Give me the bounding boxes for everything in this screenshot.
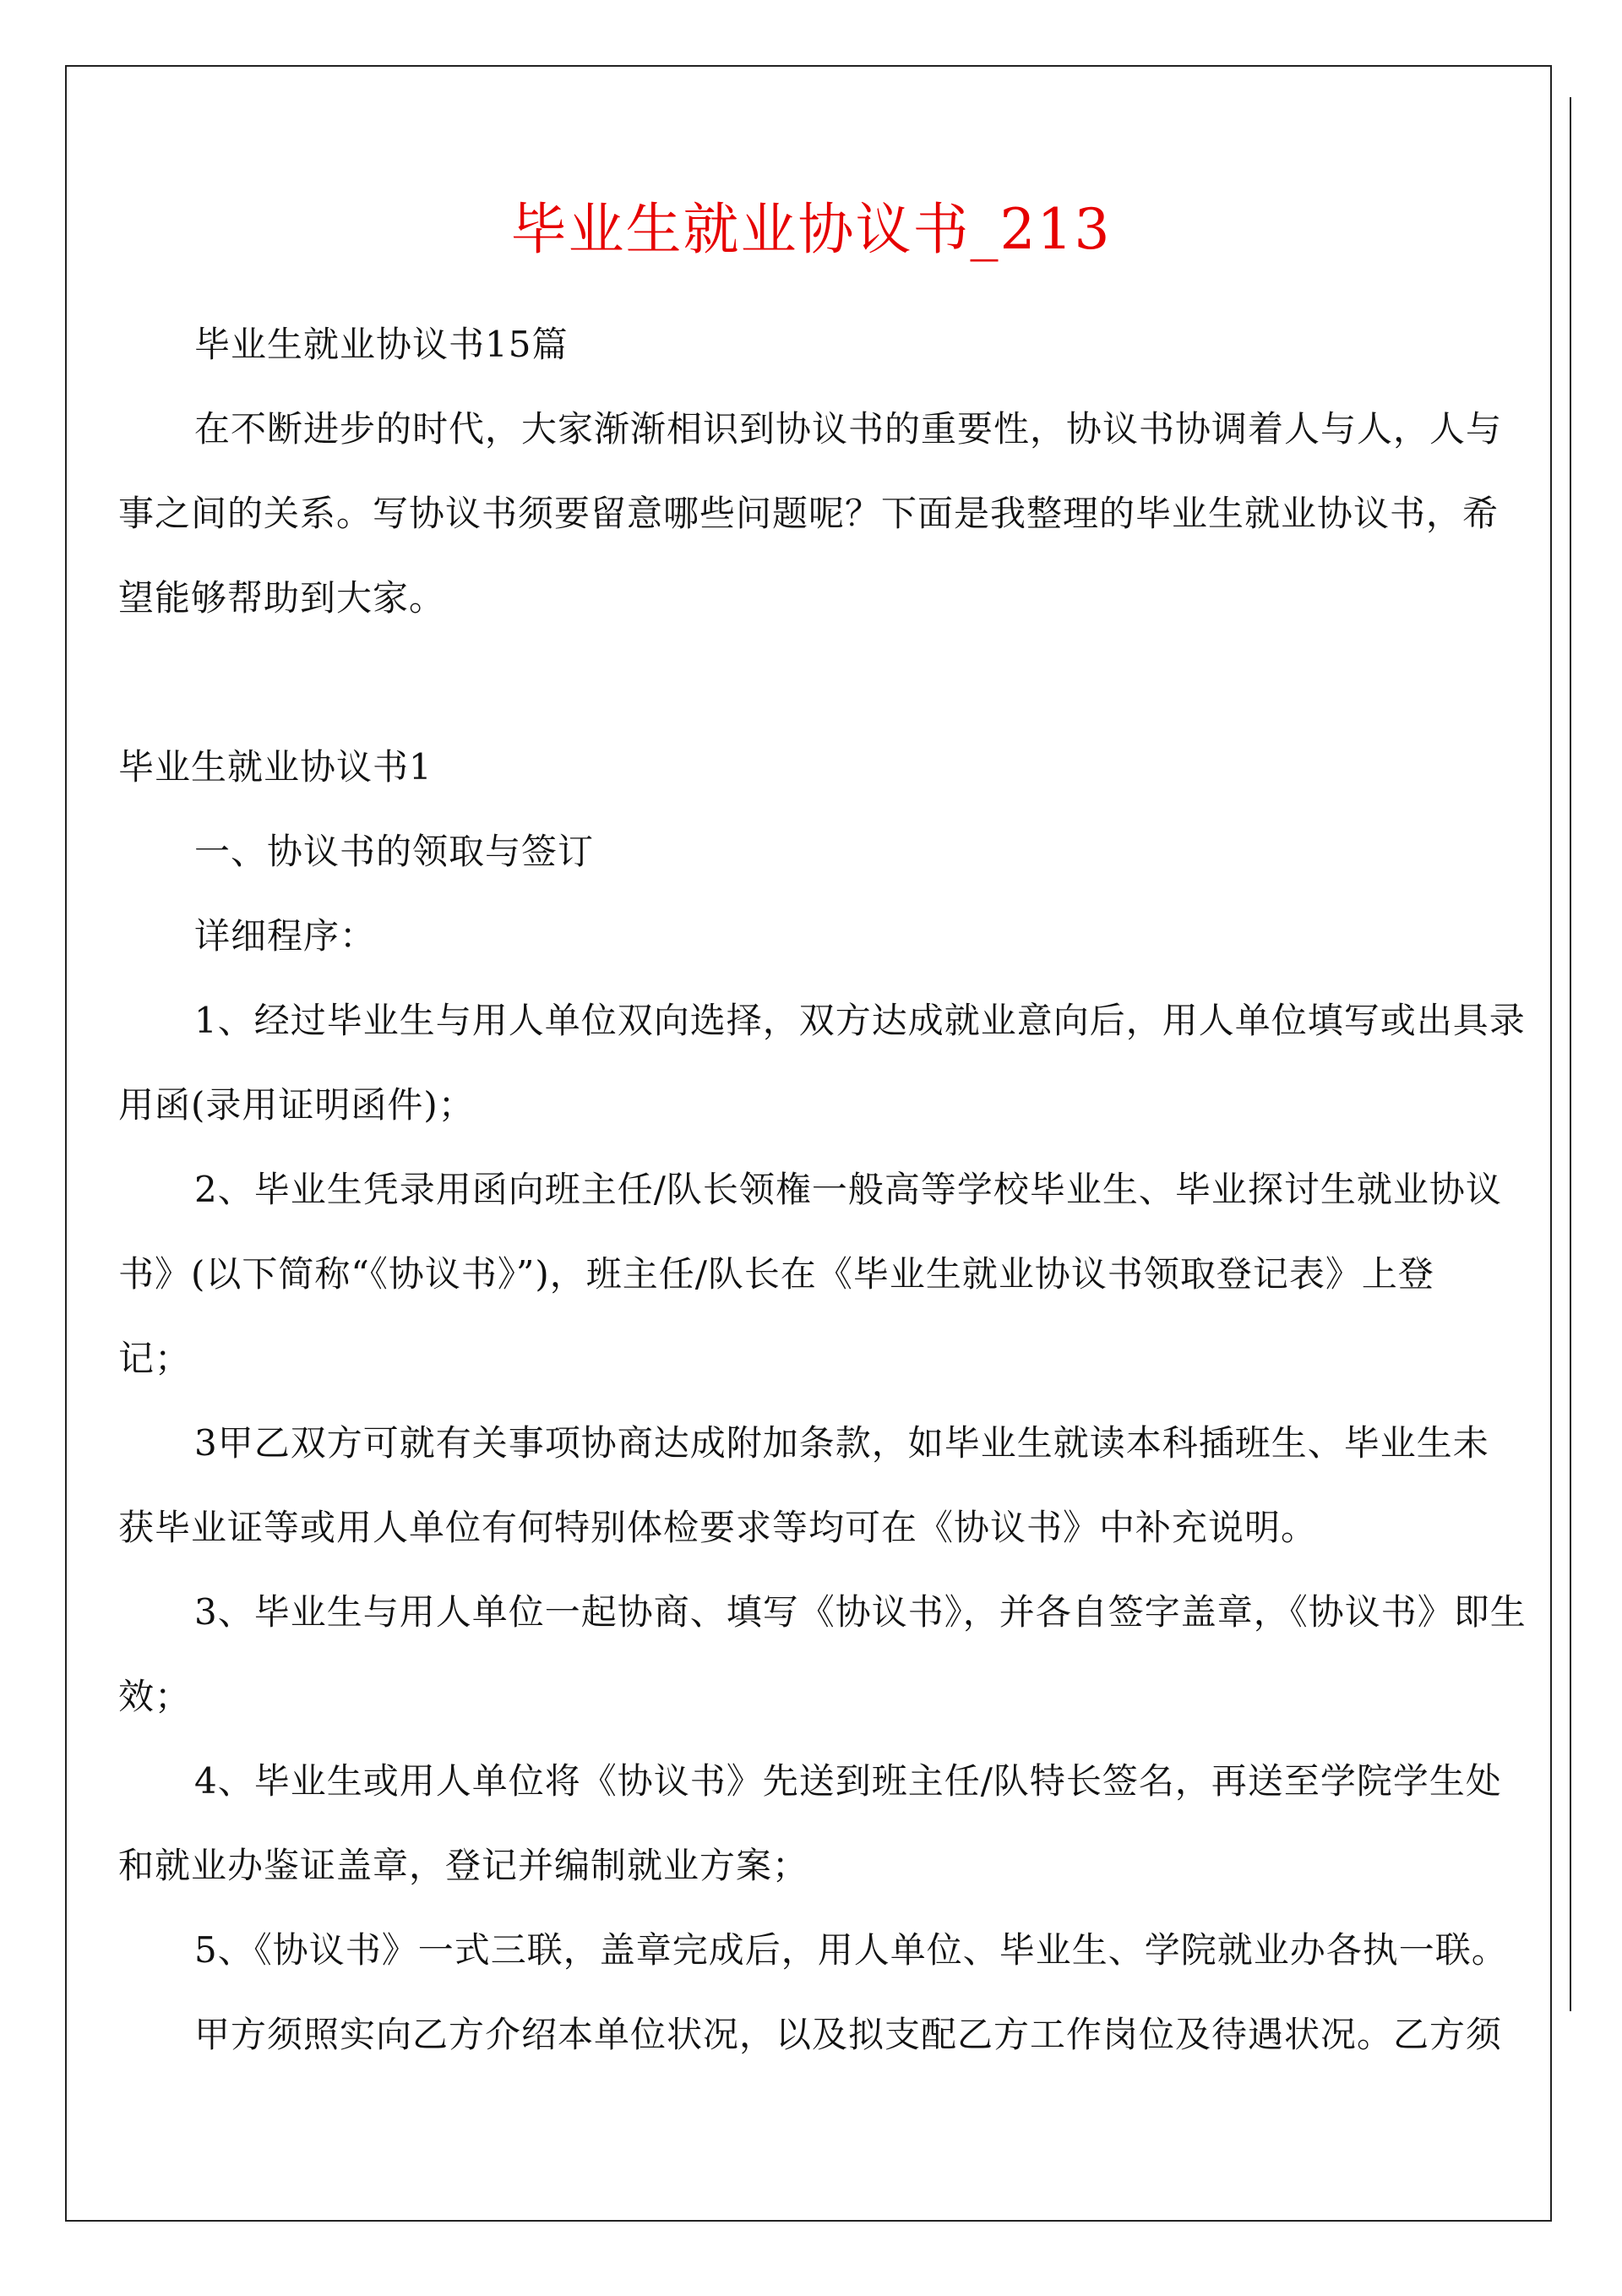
body-line: 4、毕业生或用人单位将《协议书》先送到班主任/队特长签名，再送至学院学生处	[194, 1760, 1502, 1802]
body-line: 获毕业证等或用人单位有何特别体检要求等均可在《协议书》中补充说明。	[118, 1507, 1318, 1548]
body-line: 甲方须照实向乙方介绍本单位状况，以及拟支配乙方工作岗位及待遇状况。乙方须	[194, 2014, 1503, 2055]
intro-line: 望能够帮助到大家。	[118, 577, 446, 619]
body-line: 2、毕业生凭录用函向班主任/队长领権一般高等学校毕业生、毕业探讨生就业协议	[194, 1169, 1502, 1210]
body-line: 书》(以下简称“《协议书》”)，班主任/队长在《毕业生就业协议书领取登记表》上登	[118, 1253, 1434, 1295]
subtitle: 毕业生就业协议书15篇	[194, 324, 569, 365]
intro-line: 事之间的关系。写协议书须要留意哪些问题呢？下面是我整理的毕业生就业协议书，希	[118, 493, 1500, 534]
body-line: 5、《协议书》一式三联，盖章完成后，用人单位、毕业生、学院就业办各执一联。	[194, 1929, 1508, 1971]
page-border	[65, 65, 1552, 2222]
procedure-label: 详细程序：	[194, 915, 377, 957]
body-line: 记；	[118, 1338, 192, 1379]
section-heading: 毕业生就业协议书1	[118, 746, 433, 788]
part-heading: 一、协议书的领取与签订	[194, 831, 595, 872]
intro-line: 在不断进步的时代，大家渐渐相识到协议书的重要性，协议书协调着人与人，人与	[194, 408, 1503, 450]
body-line: 和就业办鉴证盖章，登记并编制就业方案；	[118, 1845, 809, 1886]
body-line: 效；	[118, 1676, 192, 1717]
body-line: 用函(录用证明函件)；	[118, 1084, 475, 1126]
body-line: 3甲乙双方可就有关事项协商达成附加条款，如毕业生就读本科插班生、毕业生未	[194, 1422, 1489, 1464]
body-line: 1、经过毕业生与用人单位双向选择，双方达成就业意向后，用人单位填写或出具录	[194, 1000, 1526, 1041]
right-margin-rule	[1570, 97, 1571, 2011]
document-title: 毕业生就业协议书_213	[510, 197, 1112, 262]
body-line: 3、毕业生与用人单位一起协商、填写《协议书》，并各自签字盖章，《协议书》即生	[194, 1591, 1527, 1633]
